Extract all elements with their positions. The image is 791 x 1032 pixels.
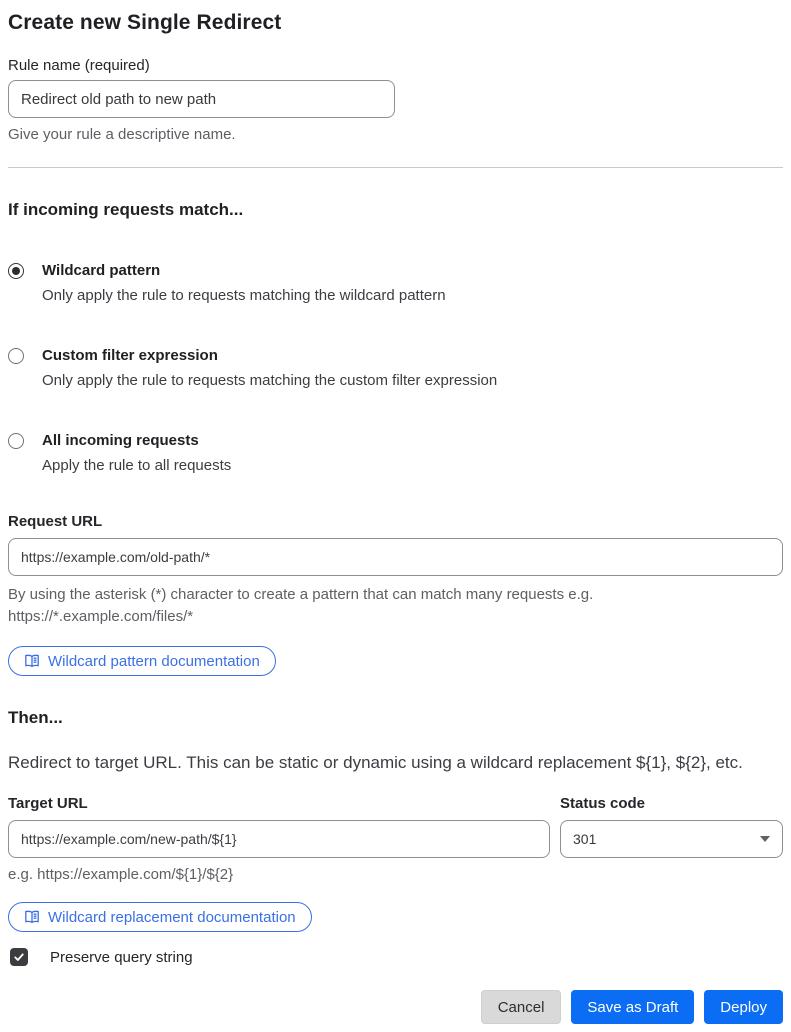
radio-option-custom-filter-expression[interactable] bbox=[8, 346, 783, 391]
rule-name-input[interactable] bbox=[8, 80, 395, 118]
checkbox-checked-icon[interactable] bbox=[10, 948, 28, 966]
cancel-button[interactable]: Cancel bbox=[481, 990, 562, 1024]
doc-button-label: Wildcard replacement documentation bbox=[48, 908, 296, 926]
radio-option-wildcard-pattern[interactable] bbox=[8, 261, 783, 306]
save-as-draft-button[interactable]: Save as Draft bbox=[571, 990, 694, 1024]
then-description: Redirect to target URL. This can be static or dynamic using a wildcard replacement ${1}, ${2}, etc. bbox=[8, 753, 743, 772]
page-title: Create new Single Redirect bbox=[8, 11, 282, 34]
section-divider bbox=[8, 167, 783, 168]
target-url-input[interactable] bbox=[8, 820, 550, 858]
status-code-label: Status code bbox=[560, 795, 646, 812]
deploy-button[interactable]: Deploy bbox=[704, 990, 783, 1024]
rule-name-help: Give your rule a descriptive name. bbox=[8, 126, 236, 143]
preserve-query-string-row[interactable] bbox=[8, 948, 783, 966]
radio-description: Only apply the rule to requests matching the wildcard pattern bbox=[42, 287, 446, 304]
wildcard-replacement-documentation-button[interactable] bbox=[8, 902, 312, 932]
wildcard-pattern-documentation-button[interactable] bbox=[8, 646, 276, 676]
chevron-down-icon bbox=[760, 836, 770, 842]
status-code-value: 301 bbox=[573, 831, 597, 847]
radio-button-icon[interactable] bbox=[8, 263, 24, 279]
request-url-input[interactable] bbox=[8, 538, 783, 576]
then-section-heading: Then... bbox=[8, 708, 63, 727]
book-icon bbox=[24, 909, 40, 925]
target-url-label: Target URL bbox=[8, 795, 88, 812]
target-url-help: e.g. https://example.com/${1}/${2} bbox=[8, 866, 234, 883]
match-type-radio-group bbox=[8, 261, 783, 476]
radio-description: Apply the rule to all requests bbox=[42, 457, 232, 474]
status-code-select[interactable] bbox=[560, 820, 783, 858]
radio-button-icon[interactable] bbox=[8, 433, 24, 449]
match-section-heading: If incoming requests match... bbox=[8, 200, 244, 219]
radio-label: Wildcard pattern bbox=[42, 262, 161, 279]
radio-description: Only apply the rule to requests matching the custom filter expression bbox=[42, 372, 498, 389]
radio-option-all-incoming-requests[interactable] bbox=[8, 431, 783, 476]
radio-label: All incoming requests bbox=[42, 432, 199, 449]
radio-label: Custom filter expression bbox=[42, 347, 218, 364]
target-and-status-row bbox=[8, 794, 783, 886]
request-url-help: By using the asterisk (*) character to create a pattern that can match many requests e.g. https://*.example.com/files/* bbox=[8, 586, 594, 625]
request-url-label: Request URL bbox=[8, 513, 103, 530]
preserve-query-string-label: Preserve query string bbox=[50, 948, 193, 966]
radio-button-icon[interactable] bbox=[8, 348, 24, 364]
book-icon bbox=[24, 653, 40, 669]
footer-actions bbox=[8, 990, 783, 1024]
rule-name-label: Rule name (required) bbox=[8, 57, 150, 74]
doc-button-label: Wildcard pattern documentation bbox=[48, 652, 260, 670]
